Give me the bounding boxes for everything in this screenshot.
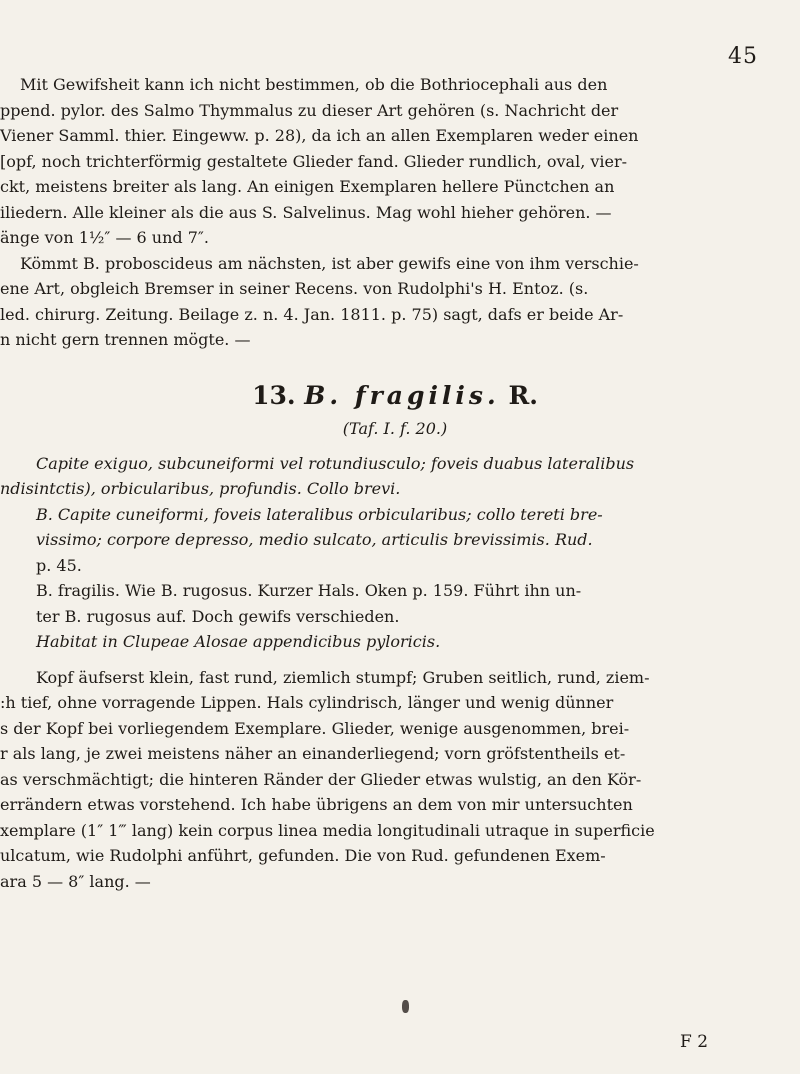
habitat-line: Habitat in Clupeae Alosae appendicibus pyloricis.	[36, 632, 441, 651]
description-line: Kopf äufserst klein, fast rund, ziemlich stumpf; Gruben seitlich, rund, ziem-	[36, 667, 650, 687]
latin-diagnosis-line: Capite exiguo, subcuneiformi vel rotundiusculo; foveis duabus lateralibus	[36, 453, 635, 473]
text-line: ckt, meistens breiter als lang. An einigen Exemplaren hellere Pünctchen an	[0, 177, 615, 196]
species-author: R.	[508, 380, 538, 410]
text-line: änge von 1½″ — 6 und 7″.	[0, 228, 209, 247]
rudolphi-diagnosis-line: B. Capite cuneiformi, foveis lateralibus orbicularibus; collo tereti bre-	[36, 504, 603, 524]
description-line: ara 5 — 8″ lang. —	[0, 871, 151, 891]
text-line: [opf, noch trichterförmig gestaltete Glieder fand. Glieder rundlich, oval, vier-	[0, 151, 628, 171]
text-line: ppend. pylor. des Salmo Thymmalus zu dieser Art gehören (s. Nachricht der	[0, 100, 619, 120]
paragraph-gap	[0, 655, 790, 665]
species-name: B. fragilis.	[304, 380, 500, 410]
section-number: 13.	[252, 380, 296, 410]
printer-signature: F 2	[680, 1032, 709, 1052]
text-line: iliedern. Alle kleiner als die aus S. Salvelinus. Mag wohl hieher gehören. —	[0, 202, 612, 222]
rudolphi-diagnosis-line: p. 45.	[36, 555, 82, 575]
description-line: r als lang, je zwei meistens näher an einanderliegend; vorn gröfstentheils et-	[0, 744, 626, 763]
page-number: 45	[728, 44, 758, 69]
latin-diagnosis-line: ndisintctis), orbicularibus, profundis. Collo brevi.	[0, 479, 401, 498]
text-line: led. chirurg. Zeitung. Beilage z. n. 4. Jan. 1811. p. 75) sagt, dafs er beide Ar-	[0, 304, 624, 324]
text-line: ene Art, obgleich Bremser in seiner Recens. von Rudolphi's H. Entoz. (s.	[0, 279, 589, 298]
oken-note-line: ter B. rugosus auf. Doch gewifs verschieden.	[36, 606, 400, 626]
ink-spot	[402, 1000, 409, 1013]
description-line: s der Kopf bei vorliegendem Exemplare. Glieder, wenige ausgenommen, brei-	[0, 718, 630, 738]
description-line: ulcatum, wie Rudolphi anführt, gefunden. Die von Rud. gefundenen Exem-	[0, 846, 606, 865]
text-line: Kömmt B. proboscideus am nächsten, ist aber gewifs eine von ihm verschie-	[20, 253, 639, 273]
text-line: Mit Gewifsheit kann ich nicht bestimmen, ob die Bothriocephali aus den	[20, 75, 608, 94]
description-line: errändern etwas vorstehend. Ich habe übrigens an dem von mir untersuchten	[0, 795, 633, 814]
body-text	[0, 72, 790, 894]
oken-note-line: B. fragilis. Wie B. rugosus. Kurzer Hals. Oken p. 159. Führt ihn un-	[36, 581, 582, 600]
rudolphi-diagnosis-line: vissimo; corpore depresso, medio sulcato, articulis brevissimis. Rud.	[36, 530, 593, 549]
text-line: Viener Samml. thier. Eingeww. p. 28), da ich an allen Exemplaren weder einen	[0, 126, 639, 145]
description-line: as verschmächtigt; die hinteren Ränder der Glieder etwas wulstig, an den Kör-	[0, 769, 642, 789]
description-line: :h tief, ohne vorragende Lippen. Hals cylindrisch, länger und wenig dünner	[0, 693, 614, 712]
section-heading	[0, 379, 790, 413]
text-line: n nicht gern trennen mögte. —	[0, 330, 251, 349]
plate-reference: (Taf. I. f. 20.)	[342, 418, 448, 438]
description-line: xemplare (1″ 1‴ lang) kein corpus linea media longitudinali utraque in superficie	[0, 820, 655, 840]
